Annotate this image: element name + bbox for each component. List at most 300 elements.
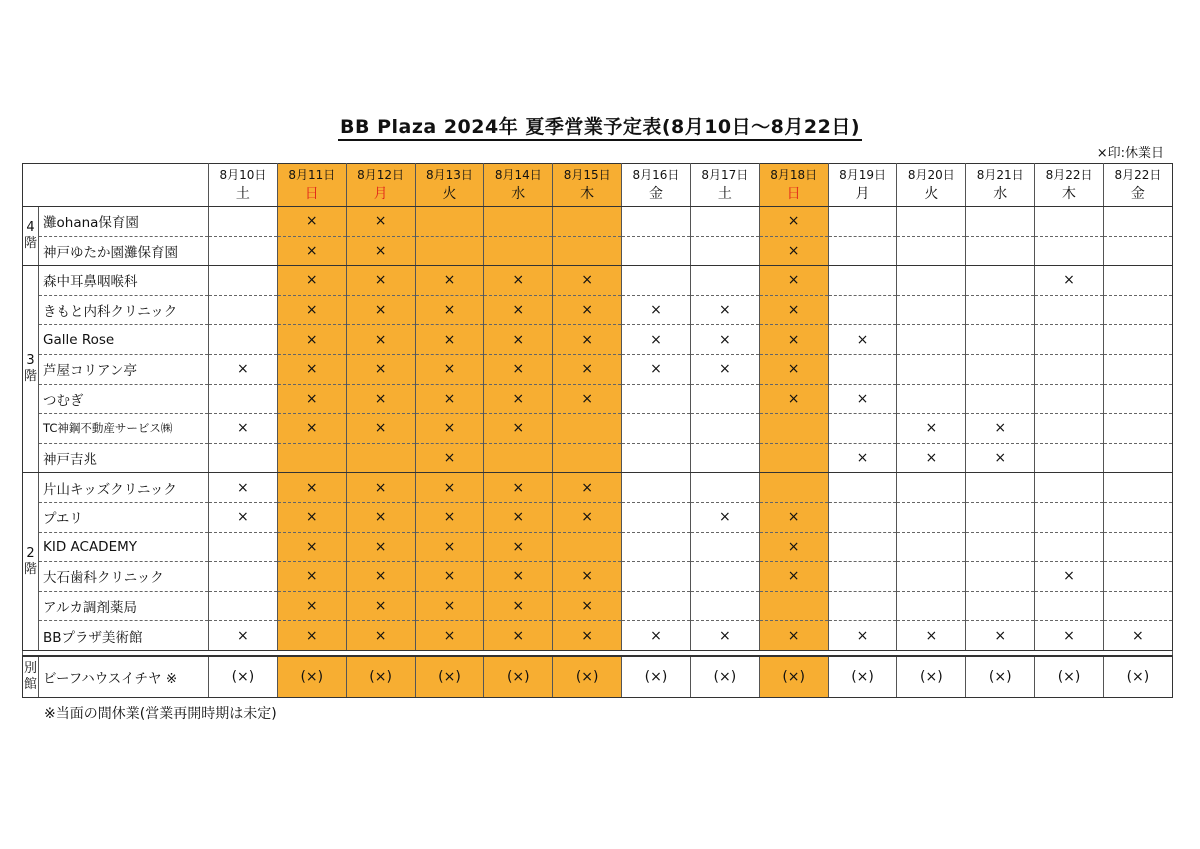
open-cell — [1103, 414, 1172, 444]
open-cell — [897, 591, 966, 621]
open-cell — [622, 414, 691, 444]
open-cell — [966, 207, 1035, 237]
open-cell — [209, 443, 278, 473]
weekday-label: 木 — [1062, 186, 1077, 202]
closed-mark: × — [484, 502, 553, 532]
closed-mark: × — [759, 236, 828, 266]
floor-char: 階 — [23, 236, 37, 252]
open-cell — [209, 384, 278, 414]
closed-mark: × — [553, 295, 622, 325]
open-cell — [1035, 354, 1104, 384]
open-cell — [690, 236, 759, 266]
closed-mark: × — [759, 295, 828, 325]
closed-mark: × — [277, 354, 346, 384]
closed-mark: × — [415, 414, 484, 444]
date-label: 8月11日 — [288, 168, 336, 182]
open-cell — [759, 443, 828, 473]
open-cell — [209, 591, 278, 621]
date-label: 8月12日 — [357, 168, 405, 182]
store-row — [23, 207, 1173, 237]
weekday-label: 金 — [648, 186, 663, 202]
header-row — [23, 164, 1173, 207]
open-cell — [690, 266, 759, 296]
floor-label — [23, 207, 39, 266]
open-cell — [690, 414, 759, 444]
open-cell — [209, 532, 278, 562]
date-label: 8月17日 — [701, 168, 749, 182]
closed-mark: × — [277, 414, 346, 444]
open-cell — [828, 591, 897, 621]
store-row — [23, 266, 1173, 296]
store-row — [23, 295, 1173, 325]
closed-mark: × — [277, 591, 346, 621]
closed-mark: × — [277, 384, 346, 414]
open-cell — [622, 266, 691, 296]
open-cell — [690, 532, 759, 562]
weekday-label: 水 — [993, 186, 1008, 202]
closed-mark: × — [484, 325, 553, 355]
closed-mark: × — [415, 621, 484, 651]
schedule-table — [22, 163, 1173, 698]
open-cell — [1035, 591, 1104, 621]
closed-mark: × — [553, 621, 622, 651]
closed-mark: × — [415, 384, 484, 414]
date-label: 8月19日 — [839, 168, 886, 182]
closed-mark: × — [690, 354, 759, 384]
closed-mark: (×) — [690, 656, 759, 698]
closed-mark: × — [966, 443, 1035, 473]
closed-mark: × — [553, 473, 622, 503]
closed-mark: × — [1035, 266, 1104, 296]
store-name: 神戸ゆたか園灘保育園 — [39, 236, 209, 266]
open-cell — [209, 236, 278, 266]
open-cell — [759, 473, 828, 503]
open-cell — [1103, 502, 1172, 532]
store-name: KID ACADEMY — [39, 532, 209, 562]
open-cell — [209, 325, 278, 355]
date-header — [622, 164, 691, 207]
open-cell — [1035, 325, 1104, 355]
open-cell — [966, 295, 1035, 325]
floor-char: 階 — [23, 369, 37, 385]
weekday-label: 木 — [580, 186, 595, 202]
date-header — [828, 164, 897, 207]
open-cell — [484, 443, 553, 473]
legend-note: ×印:休業日 — [1096, 146, 1164, 161]
date-header — [966, 164, 1035, 207]
open-cell — [553, 443, 622, 473]
store-row — [23, 502, 1173, 532]
store-row — [23, 621, 1173, 651]
open-cell — [553, 236, 622, 266]
open-cell — [897, 266, 966, 296]
closed-mark: × — [209, 414, 278, 444]
open-cell — [1103, 236, 1172, 266]
closed-mark: × — [277, 473, 346, 503]
closed-mark: × — [553, 562, 622, 592]
weekday-label: 火 — [442, 186, 457, 202]
floor-char: 別 — [23, 661, 37, 677]
store-name: BBプラザ美術館 — [39, 621, 209, 651]
open-cell — [622, 443, 691, 473]
closed-mark: (×) — [484, 656, 553, 698]
closed-mark: × — [346, 473, 415, 503]
open-cell — [966, 532, 1035, 562]
closed-mark: × — [346, 621, 415, 651]
store-row — [23, 591, 1173, 621]
open-cell — [966, 473, 1035, 503]
open-cell — [690, 562, 759, 592]
closed-mark: × — [828, 621, 897, 651]
store-row — [23, 562, 1173, 592]
closed-mark: × — [484, 354, 553, 384]
closed-mark: × — [415, 266, 484, 296]
date-label: 8月18日 — [770, 168, 818, 182]
open-cell — [1035, 443, 1104, 473]
store-row — [23, 384, 1173, 414]
date-label: 8月20日 — [907, 168, 955, 182]
store-name: つむぎ — [39, 384, 209, 414]
store-row — [23, 236, 1173, 266]
header-corner — [23, 164, 209, 207]
date-header — [484, 164, 553, 207]
closed-mark: (×) — [553, 656, 622, 698]
open-cell — [209, 295, 278, 325]
open-cell — [415, 236, 484, 266]
floor-label — [23, 266, 39, 473]
weekday-label: 日 — [304, 186, 319, 202]
open-cell — [690, 207, 759, 237]
store-name: 片山キッズクリニック — [39, 473, 209, 503]
open-cell — [1103, 443, 1172, 473]
open-cell — [1103, 354, 1172, 384]
open-cell — [1035, 236, 1104, 266]
open-cell — [553, 414, 622, 444]
open-cell — [622, 236, 691, 266]
open-cell — [484, 207, 553, 237]
open-cell — [897, 295, 966, 325]
closed-mark: × — [415, 354, 484, 384]
date-label: 8月15日 — [563, 168, 611, 182]
store-name: 神戸吉兆 — [39, 443, 209, 473]
closed-mark: × — [346, 591, 415, 621]
closed-mark: (×) — [1035, 656, 1104, 698]
closed-mark: × — [346, 354, 415, 384]
closed-mark: × — [1035, 621, 1104, 651]
store-row — [23, 325, 1173, 355]
open-cell — [622, 591, 691, 621]
closed-mark: (×) — [966, 656, 1035, 698]
closed-mark: × — [209, 354, 278, 384]
closed-mark: × — [484, 532, 553, 562]
open-cell — [759, 591, 828, 621]
closed-mark: × — [828, 325, 897, 355]
closed-mark: × — [277, 236, 346, 266]
store-row — [23, 473, 1173, 503]
date-header — [759, 164, 828, 207]
date-header — [1035, 164, 1104, 207]
closed-mark: × — [759, 325, 828, 355]
closed-mark: × — [277, 266, 346, 296]
floor-char: 階 — [23, 561, 37, 577]
open-cell — [897, 384, 966, 414]
floor-char: 3 — [26, 353, 35, 369]
open-cell — [622, 207, 691, 237]
store-name: 灘ohana保育園 — [39, 207, 209, 237]
closed-mark: × — [346, 414, 415, 444]
weekday-label: 水 — [511, 186, 526, 202]
open-cell — [966, 236, 1035, 266]
open-cell — [690, 443, 759, 473]
open-cell — [1103, 562, 1172, 592]
closed-mark: × — [209, 473, 278, 503]
open-cell — [828, 532, 897, 562]
floor-char: 4 — [26, 220, 35, 236]
store-row — [23, 354, 1173, 384]
closed-mark: × — [484, 621, 553, 651]
open-cell — [966, 354, 1035, 384]
closed-mark: × — [277, 207, 346, 237]
closed-mark: (×) — [622, 656, 691, 698]
closed-mark: × — [209, 621, 278, 651]
open-cell — [966, 502, 1035, 532]
closed-mark: × — [484, 295, 553, 325]
closed-mark: × — [277, 295, 346, 325]
store-name: 森中耳鼻咽喉科 — [39, 266, 209, 296]
closed-mark: × — [622, 621, 691, 651]
closed-mark: × — [690, 621, 759, 651]
closed-mark: × — [828, 443, 897, 473]
store-row — [23, 532, 1173, 562]
open-cell — [966, 325, 1035, 355]
closed-mark: × — [690, 325, 759, 355]
closed-mark: × — [277, 621, 346, 651]
floor-char: 2 — [26, 545, 35, 561]
open-cell — [828, 236, 897, 266]
open-cell — [484, 236, 553, 266]
open-cell — [897, 354, 966, 384]
open-cell — [828, 502, 897, 532]
open-cell — [828, 207, 897, 237]
closed-mark: × — [209, 502, 278, 532]
closed-mark: × — [759, 502, 828, 532]
closed-mark: × — [759, 621, 828, 651]
closed-mark: × — [346, 532, 415, 562]
weekday-label: 土 — [717, 186, 732, 202]
open-cell — [897, 532, 966, 562]
open-cell — [828, 354, 897, 384]
store-name: きもと内科クリニック — [39, 295, 209, 325]
store-name: TC神鋼不動産サービス㈱ — [39, 414, 209, 444]
closed-mark: × — [415, 443, 484, 473]
closed-mark: × — [553, 325, 622, 355]
weekday-label: 月 — [855, 186, 870, 202]
date-label: 8月16日 — [632, 168, 680, 182]
closed-mark: × — [622, 295, 691, 325]
weekday-label: 土 — [235, 186, 250, 202]
open-cell — [1035, 295, 1104, 325]
closed-mark: × — [759, 266, 828, 296]
closed-mark: (×) — [1103, 656, 1172, 698]
open-cell — [828, 473, 897, 503]
closed-mark: × — [415, 562, 484, 592]
floor-label — [23, 473, 39, 651]
closed-mark: (×) — [209, 656, 278, 698]
closed-mark: × — [553, 591, 622, 621]
closed-mark: × — [346, 207, 415, 237]
open-cell — [1103, 473, 1172, 503]
weekday-label: 日 — [786, 186, 801, 202]
closed-mark: × — [484, 384, 553, 414]
open-cell — [622, 562, 691, 592]
closed-mark: × — [346, 266, 415, 296]
closed-mark: × — [277, 562, 346, 592]
open-cell — [897, 473, 966, 503]
store-row — [23, 656, 1173, 698]
closed-mark: × — [484, 591, 553, 621]
date-header — [897, 164, 966, 207]
open-cell — [1103, 591, 1172, 621]
open-cell — [690, 384, 759, 414]
closed-mark: × — [759, 384, 828, 414]
store-name: ビーフハウスイチヤ ※ — [39, 656, 209, 698]
open-cell — [1035, 473, 1104, 503]
open-cell — [828, 414, 897, 444]
open-cell — [622, 502, 691, 532]
closed-mark: × — [897, 621, 966, 651]
closed-mark: × — [553, 502, 622, 532]
closed-mark: × — [277, 502, 346, 532]
floor-char: 館 — [23, 677, 37, 693]
open-cell — [277, 443, 346, 473]
closed-mark: (×) — [897, 656, 966, 698]
closed-mark: × — [759, 562, 828, 592]
store-row — [23, 414, 1173, 444]
open-cell — [966, 591, 1035, 621]
open-cell — [622, 384, 691, 414]
closed-mark: × — [897, 414, 966, 444]
closed-mark: × — [277, 325, 346, 355]
open-cell — [415, 207, 484, 237]
closed-mark: × — [415, 502, 484, 532]
closed-mark: × — [415, 591, 484, 621]
date-label: 8月22日 — [1045, 168, 1093, 182]
weekday-label: 月 — [373, 186, 388, 202]
closed-mark: × — [415, 325, 484, 355]
open-cell — [828, 295, 897, 325]
date-header — [346, 164, 415, 207]
closed-mark: × — [484, 473, 553, 503]
date-label: 8月10日 — [219, 168, 267, 182]
weekday-label: 金 — [1130, 186, 1145, 202]
closed-mark: × — [966, 621, 1035, 651]
closed-mark: × — [346, 236, 415, 266]
open-cell — [828, 562, 897, 592]
closed-mark: (×) — [759, 656, 828, 698]
closed-mark: × — [553, 384, 622, 414]
open-cell — [966, 562, 1035, 592]
closed-mark: (×) — [415, 656, 484, 698]
store-name: アルカ調剤薬局 — [39, 591, 209, 621]
closed-mark: × — [553, 354, 622, 384]
store-name: 芦屋コリアン亭 — [39, 354, 209, 384]
closed-mark: × — [484, 562, 553, 592]
floor-label — [23, 656, 39, 698]
page-title: BB Plaza 2024年 夏季営業予定表(8月10日～8月22日) — [0, 112, 1200, 139]
closed-mark: (×) — [277, 656, 346, 698]
footnote: ※当面の間休業(営業再開時期は未定) — [44, 706, 277, 722]
open-cell — [1035, 384, 1104, 414]
closed-mark: × — [759, 207, 828, 237]
date-label: 8月22日 — [1114, 168, 1162, 182]
date-label: 8月13日 — [426, 168, 473, 182]
open-cell — [1035, 414, 1104, 444]
closed-mark: × — [346, 295, 415, 325]
date-header — [209, 164, 278, 207]
closed-mark: × — [415, 532, 484, 562]
date-header — [1103, 164, 1172, 207]
open-cell — [897, 325, 966, 355]
closed-mark: (×) — [346, 656, 415, 698]
closed-mark: × — [346, 325, 415, 355]
closed-mark: × — [346, 384, 415, 414]
store-row — [23, 443, 1173, 473]
open-cell — [622, 473, 691, 503]
closed-mark: × — [690, 295, 759, 325]
open-cell — [622, 532, 691, 562]
weekday-label: 火 — [924, 186, 939, 202]
date-header — [277, 164, 346, 207]
store-name: Galle Rose — [39, 325, 209, 355]
closed-mark: × — [1035, 562, 1104, 592]
open-cell — [1103, 266, 1172, 296]
closed-mark: × — [759, 354, 828, 384]
open-cell — [1035, 502, 1104, 532]
date-header — [553, 164, 622, 207]
store-name: 大石歯科クリニック — [39, 562, 209, 592]
closed-mark: × — [759, 532, 828, 562]
date-header — [690, 164, 759, 207]
open-cell — [1103, 325, 1172, 355]
open-cell — [897, 502, 966, 532]
date-label: 8月21日 — [976, 168, 1024, 182]
open-cell — [1035, 207, 1104, 237]
open-cell — [1103, 207, 1172, 237]
open-cell — [1103, 384, 1172, 414]
open-cell — [553, 207, 622, 237]
closed-mark: × — [553, 266, 622, 296]
open-cell — [209, 266, 278, 296]
closed-mark: (×) — [828, 656, 897, 698]
open-cell — [897, 562, 966, 592]
closed-mark: × — [622, 354, 691, 384]
closed-mark: × — [415, 473, 484, 503]
closed-mark: × — [966, 414, 1035, 444]
date-label: 8月14日 — [494, 168, 542, 182]
closed-mark: × — [346, 562, 415, 592]
closed-mark: × — [690, 502, 759, 532]
closed-mark: × — [1103, 621, 1172, 651]
closed-mark: × — [622, 325, 691, 355]
open-cell — [209, 207, 278, 237]
open-cell — [690, 473, 759, 503]
store-name: プエリ — [39, 502, 209, 532]
open-cell — [897, 207, 966, 237]
open-cell — [690, 591, 759, 621]
open-cell — [828, 266, 897, 296]
date-header — [415, 164, 484, 207]
open-cell — [1103, 532, 1172, 562]
